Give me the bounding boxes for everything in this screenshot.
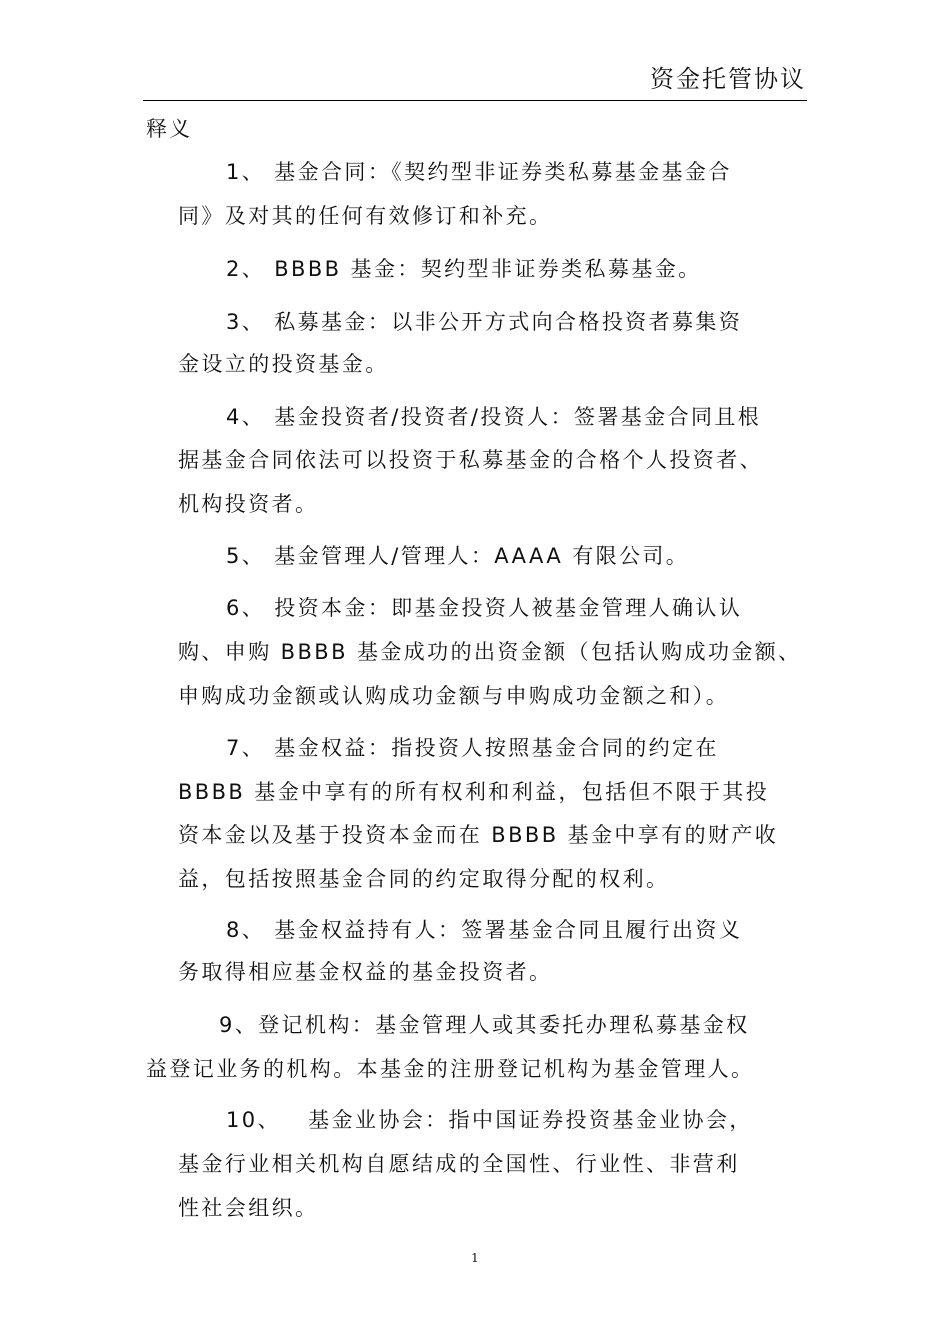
item-5-line-1: 5、 基金管理人/管理人：AAAA 有限公司。 — [226, 544, 690, 568]
item-2-line-1: 2、 BBBB 基金：契约型非证券类私募基金。 — [226, 257, 702, 281]
item-4-line-3: 机构投资者。 — [178, 492, 319, 516]
item-1-line-2: 同》及对其的任何有效修订和补充。 — [178, 204, 553, 228]
item-6-line-2: 购、申购 BBBB 基金成功的出资金额（包括认购成功金额、 — [178, 640, 802, 664]
page-number: 1 — [471, 1251, 479, 1265]
item-7-line-2: BBBB 基金中享有的所有权利和利益，包括但不限于其投 — [178, 780, 770, 804]
item-8-line-1: 8、 基金权益持有人：签署基金合同且履行出资义 — [226, 918, 743, 942]
item-9-line-1: 9、登记机构：基金管理人或其委托办理私募基金权 — [219, 1013, 750, 1037]
item-10-line-3: 性社会组织。 — [178, 1196, 319, 1220]
header-rule — [143, 100, 807, 101]
item-8-line-2: 务取得相应基金权益的基金投资者。 — [178, 960, 553, 984]
item-6-line-1: 6、 投资本金：即基金投资人被基金管理人确认认 — [226, 596, 743, 620]
item-7-line-1: 7、 基金权益：指投资人按照基金合同的约定在 — [226, 736, 719, 760]
item-4-line-2: 据基金合同依法可以投资于私募基金的合格个人投资者、 — [178, 448, 763, 472]
item-9-line-2: 益登记业务的机构。本基金的注册登记机构为基金管理人。 — [146, 1057, 755, 1081]
item-3-line-1: 3、 私募基金：以非公开方式向合格投资者募集资 — [226, 310, 743, 334]
item-4-line-1: 4、 基金投资者/投资者/投资人：签署基金合同且根 — [226, 405, 762, 429]
header-title: 资金托管协议 — [650, 65, 806, 93]
item-10-line-1: 10、 基金业协会：指中国证券投资基金业协会， — [226, 1108, 753, 1132]
item-7-line-4: 益，包括按照基金合同的约定取得分配的权利。 — [178, 867, 670, 891]
item-6-line-3: 申购成功金额或认购成功金额与申购成功金额之和）。 — [178, 684, 730, 708]
item-1-line-1: 1、 基金合同：《契约型非证券类私募基金基金合 — [226, 160, 732, 184]
section-title: 释义 — [146, 117, 192, 141]
item-3-line-2: 金设立的投资基金。 — [178, 352, 389, 376]
item-7-line-3: 资本金以及基于投资本金而在 BBBB 基金中享有的财产收 — [178, 823, 779, 847]
item-10-line-2: 基金行业相关机构自愿结成的全国性、行业性、非营利 — [178, 1152, 740, 1176]
